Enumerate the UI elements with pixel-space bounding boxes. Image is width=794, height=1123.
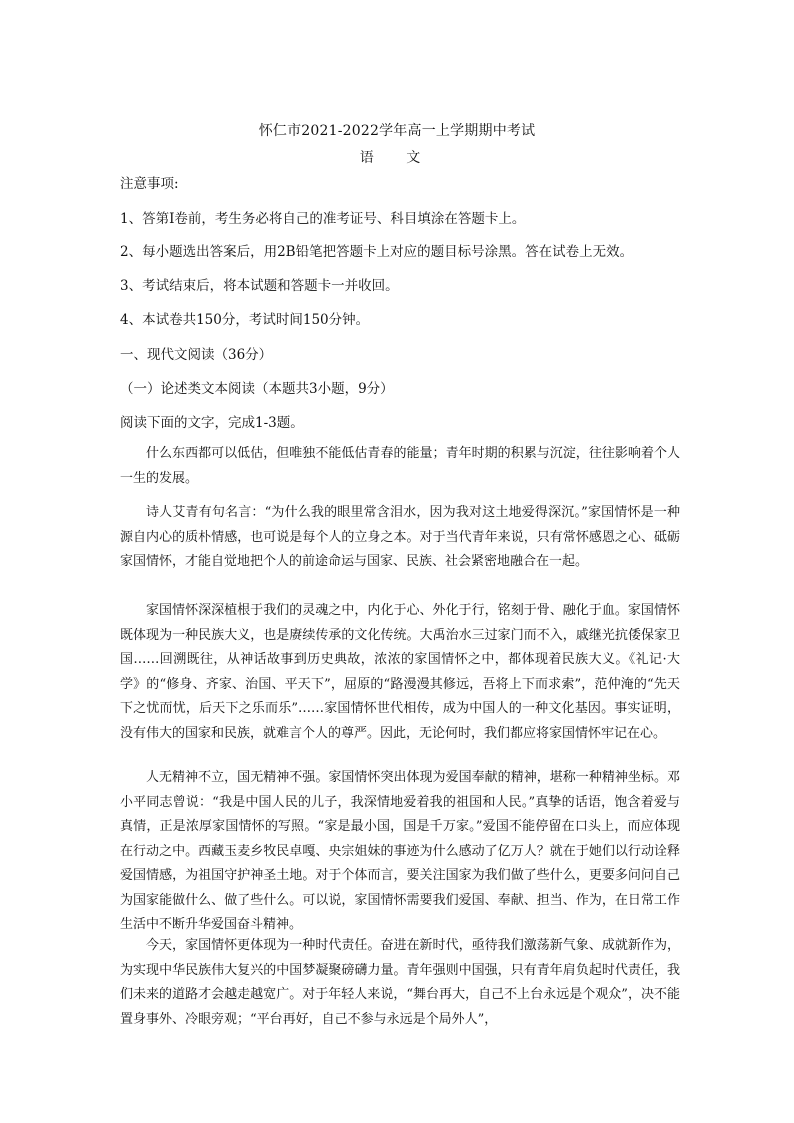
section-heading: 一、现代文阅读（36分） — [120, 347, 273, 363]
notice-item: 1、答第Ⅰ卷前，考生务必将自己的准考证号、科目填涂在答题卡上。 — [120, 211, 526, 227]
notice-item: 4、本试卷共150分，考试时间150分钟。 — [120, 312, 370, 328]
passage-paragraph: 什么东西都可以低估，但唯独不能低估青春的能量；青年时期的积累与沉淀，往往影响着个人一生的发展。 — [120, 446, 680, 486]
notice-item: 3、考试结束后，将本试题和答题卡一并收回。 — [120, 278, 399, 294]
exam-title: 怀仁市2021-2022学年高一上学期期中考试 — [258, 123, 536, 139]
reading-instruction: 阅读下面的文字，完成1-3题。 — [120, 415, 304, 431]
notice-heading: 注意事项: — [120, 176, 179, 192]
passage-paragraph: 家国情怀深深植根于我们的灵魂之中，内化于心、外化于行，铭刻于骨、融化于血。家国情怀既体现为一种民族大义，也是赓续传承的文化传统。大禹治水三过家门而不入，戚继光抗倭保家卫国……回溯既往，从神话故事到历史典故，浓浓的家国情怀之中，都体现着民族大义。《礼记·大学》的“修身、齐家、治国、平天下”，屈原的“路漫漫其修远，吾将上下而求索”，范仲淹的“先天下之忧而忧，后天下之乐而乐”……家国情怀世代相传，成为中国人的一种文化基因。事实证明，没有伟大的国家和民族，就难言个人的尊严。因此，无论何时，我们都应将家国情怀牢记在心。 — [120, 603, 680, 741]
passage-paragraph: 今天，家国情怀更体现为一种时代责任。奋进在新时代，亟待我们激荡新气象、成就新作为，为实现中华民族伟大复兴的中国梦凝聚磅礴力量。青年强则中国强，只有青年肩负起时代责任，我们未来的道路才会越走越宽广。对于年轻人来说，“舞台再大，自己不上台永远是个观众”，决不能置身事外、冷眼旁观；“平台再好，自己不参与永远是个局外人”， — [120, 938, 680, 1027]
section-subheading: （一）论述类文本阅读（本题共3小题，9分） — [120, 381, 394, 397]
notice-item: 2、每小题选出答案后，用2B铅笔把答题卡上对应的题目标号涂黑。答在试卷上无效。 — [120, 244, 634, 260]
subject-title: 语 文 — [359, 150, 435, 166]
passage-paragraph: 人无精神不立，国无精神不强。家国情怀突出体现为爱国奉献的精神，堪称一种精神坐标。邓小平同志曾说：“我是中国人民的儿子，我深情地爱着我的祖国和人民。”真挚的话语，饱含着爱与真情，正是浓厚家国情怀的写照。“家是最小国，国是千万家。”爱国不能停留在口头上，而应体现在行动之中。西藏玉麦乡牧民卓嘎、央宗姐妹的事迹为什么感动了亿万人？就在于她们以行动诠释爱国情感，为祖国守护神圣土地。对于个体而言，要关注国家为我们做了些什么，更要多问问自己为国家能做什么、做了些什么。可以说，家国情怀需要我们爱国、奉献、担当、作为，在日常工作生活中不断升华爱国奋斗精神。 — [120, 770, 680, 932]
passage-paragraph: 诗人艾青有句名言：“为什么我的眼里常含泪水，因为我对这土地爱得深沉。”家国情怀是一种源自内心的质朴情感，也可说是每个人的立身之本。对于当代青年来说，只有常怀感恩之心、砥砺家国情怀，才能自觉地把个人的前途命运与国家、民族、社会紧密地融合在一起。 — [120, 505, 680, 569]
